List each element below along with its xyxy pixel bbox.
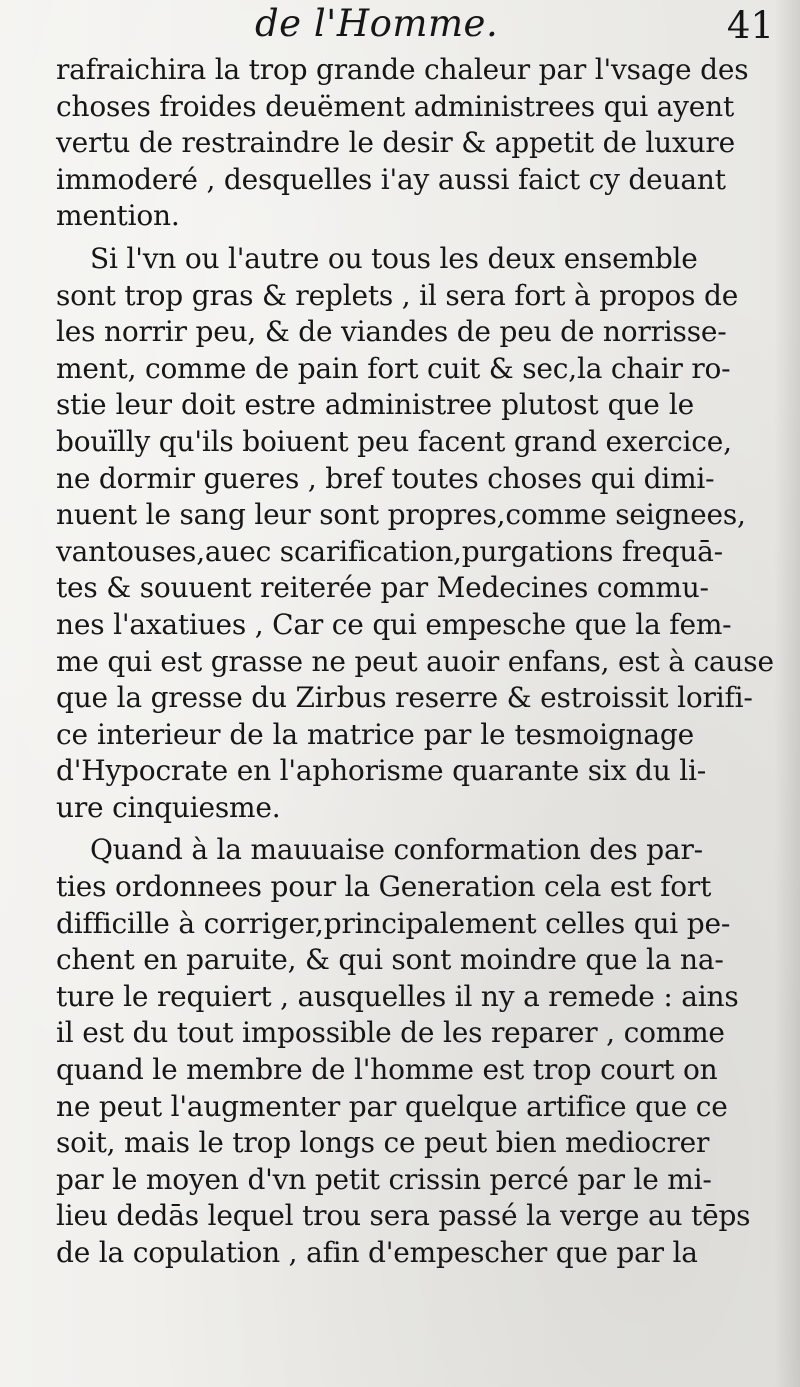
text-line: lieu dedās lequel trou sera passé la verge au tēps (56, 1199, 751, 1233)
text-line: quand le membre de l'homme est trop court on (56, 1053, 718, 1087)
text-line: ment, comme de pain fort cuit & sec,la chair ro- (56, 351, 731, 385)
text-line: nuent le sang leur sont propres,comme seignees, (56, 498, 746, 532)
text-line: par le moyen d'vn petit crissin percé par le mi- (56, 1162, 712, 1196)
text-line: Quand à la mauuaise conformation des par- (90, 833, 703, 867)
running-title: de l'Homme. (255, 2, 499, 45)
text-line: bouïlly qu'ils boiuent peu facent grand exercice, (56, 424, 732, 458)
text-line: rafraichira la trop grande chaleur par l'vsage des (56, 53, 749, 86)
text-line: ne peut l'augmenter par quelque artifice que ce (56, 1089, 728, 1123)
text-line: ture le requiert , ausquelles il ny a remede : ains (56, 979, 739, 1013)
paragraph-3 (56, 832, 751, 1271)
text-line: ties ordonnees pour la Generation cela est fort (56, 870, 712, 904)
text-line: d'Hypocrate en l'aphorisme quarante six du li- (56, 754, 707, 788)
body-text (56, 52, 774, 1272)
text-line: Si l'vn ou l'autre ou tous les deux ensemble (90, 241, 698, 275)
text-line: choses froides deuëment administrees qui ayent (56, 89, 735, 123)
paragraph-1 (56, 52, 749, 235)
text-line: vantouses,auec scarification,purgations frequā- (56, 534, 723, 568)
paragraph-2 (56, 241, 774, 827)
text-line: les norrir peu, & de viandes de peu de norrisse- (56, 315, 727, 349)
page-edge-shadow (774, 0, 800, 1387)
text-line: difficille à corriger,principalement celles qui pe- (56, 906, 731, 940)
text-line: vertu de restraindre le desir & appetit de luxure (56, 126, 735, 160)
text-line: immoderé , desquelles i'ay aussi faict cy deuant (56, 162, 726, 196)
text-line: mention. (56, 199, 180, 233)
text-line: ce interieur de la matrice par le tesmoignage (56, 717, 694, 751)
text-line: ne dormir gueres , bref toutes choses qui dimi- (56, 461, 715, 495)
text-line: stie leur doit estre administree plutost que le (56, 388, 694, 422)
text-line: soit, mais le trop longs ce peut bien mediocrer (56, 1126, 710, 1160)
page-number: 41 (726, 4, 774, 47)
text-line: me qui est grasse ne peut auoir enfans, est à cause (56, 644, 774, 678)
text-line: que la gresse du Zirbus reserre & estroissit lorifi- (56, 681, 753, 715)
running-head (0, 0, 800, 50)
text-line: de la copulation , afin d'empescher que par la (56, 1236, 698, 1269)
text-line: tes & souuent reiterée par Medecines commu- (56, 571, 709, 605)
text-line: ure cinquiesme. (56, 790, 281, 824)
text-line: sont trop gras & replets , il sera fort à propos de (56, 278, 739, 312)
text-line: il est du tout impossible de les reparer , comme (56, 1016, 725, 1050)
text-line: chent en paruite, & qui sont moindre que la na- (56, 943, 724, 977)
text-line: nes l'axatiues , Car ce qui empesche que la fem- (56, 607, 732, 641)
